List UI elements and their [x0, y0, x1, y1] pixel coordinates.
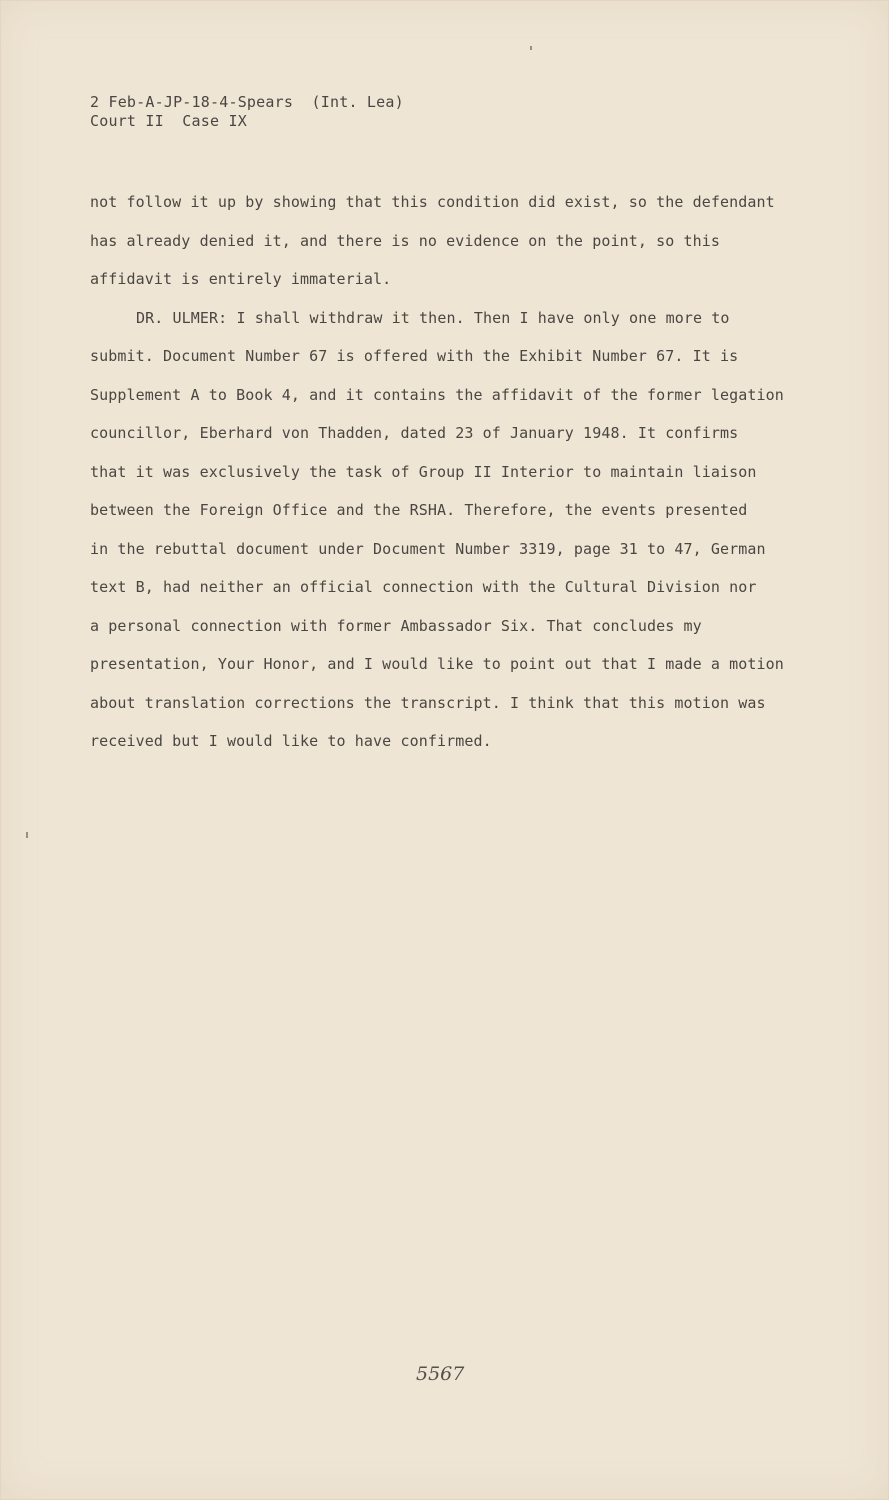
transcript-line: submit. Document Number 67 is offered with the Exhibit Number 67. It is — [90, 347, 739, 365]
paper-speck — [26, 832, 28, 838]
transcript-line: between the Foreign Office and the RSHA. Therefore, the events presented — [90, 501, 748, 519]
transcript-line: a personal connection with former Ambassador Six. That concludes my — [90, 616, 702, 635]
transcript-line: councillor, Eberhard von Thadden, dated 23 of January 1948. It confirms — [90, 424, 739, 442]
page-number: 5567 — [416, 1363, 465, 1385]
header-line-2: Court II Case IX — [90, 112, 247, 130]
transcript-line: received but I would like to have confirmed. — [90, 732, 492, 750]
transcript-line: Supplement A to Book 4, and it contains the affidavit of the former legation — [90, 385, 784, 404]
transcript-line: about translation corrections the transcript. I think that this motion was — [90, 693, 766, 712]
transcript-line: not follow it up by showing that this condition did exist, so the defendant — [90, 193, 775, 211]
transcript-line: affidavit is entirely immaterial. — [90, 270, 392, 288]
transcript-line: presentation, Your Honor, and I would like to point out that I made a motion — [90, 655, 784, 673]
transcript-line: has already denied it, and there is no evidence on the point, so this — [90, 231, 721, 250]
document-header — [90, 93, 404, 131]
transcript-body — [90, 188, 850, 766]
paper-speck — [530, 46, 532, 50]
transcript-line: that it was exclusively the task of Group II Interior to maintain liaison — [90, 462, 757, 481]
transcript-line: in the rebuttal document under Document Number 3319, page 31 to 47, German — [90, 539, 766, 558]
transcript-line: text B, had neither an official connection with the Cultural Division nor — [90, 578, 757, 596]
header-line-1: 2 Feb-A-JP-18-4-Spears (Int. Lea) — [90, 93, 404, 111]
transcript-line: DR. ULMER: I shall withdraw it then. Then I have only one more to — [136, 308, 730, 327]
